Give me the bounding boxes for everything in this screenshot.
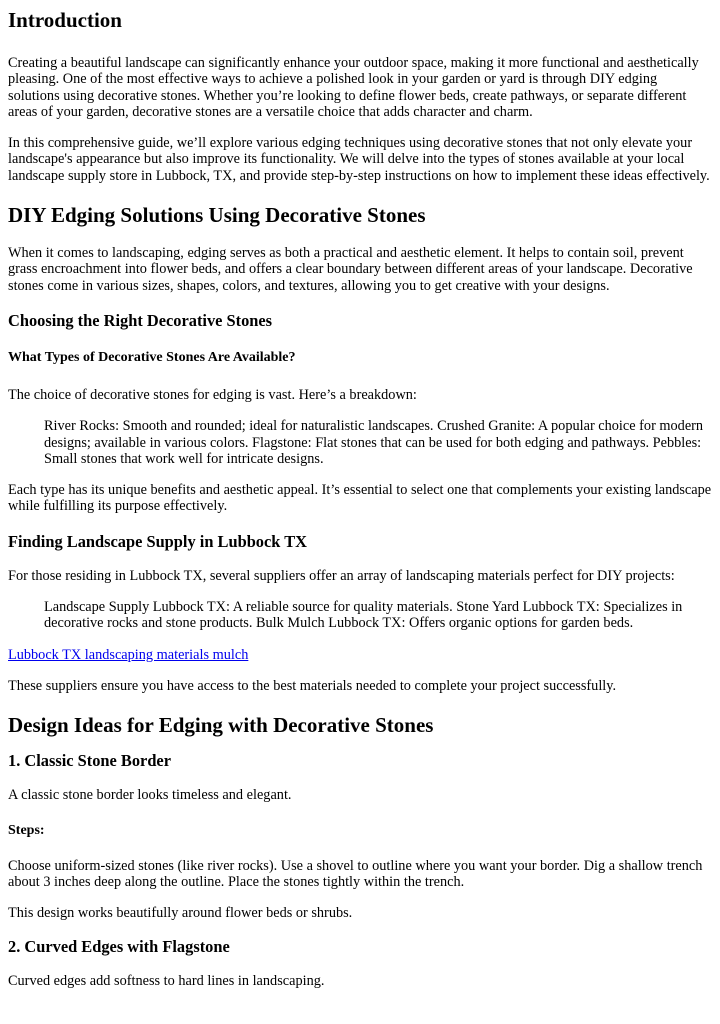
steps-paragraph-2: This design works beautifully around flower beds or shrubs. (8, 905, 353, 922)
curved-heading: 2. Curved Edges with Flagstone (8, 937, 230, 957)
design-heading: Design Ideas for Edging with Decorative Stones (8, 713, 434, 738)
finding-paragraph: For those residing in Lubbock TX, several suppliers offer an array of landscaping materials perfect for DIY projects: (8, 567, 675, 584)
article (0, 7, 720, 990)
steps-heading: Steps: (8, 822, 45, 838)
intro-paragraph-1: Creating a beautiful landscape can significantly enhance your outdoor space, making it more functional and aesthetically pleasing. One of the most effective ways to achieve a polished look in your garden or yard is through DIY edging solutions using decorative stones. Whether you’re looking to define flower beds, create pathways, or separate different areas of your garden, decorative stones are a versatile choice that adds character and charm. (8, 55, 699, 120)
types-list: River Rocks: Smooth and rounded; ideal for naturalistic landscapes. Crushed Granite: A popular choice for modern designs; available in various colors. Flagstone: Flat stones that can be used for both edging and pathways. Pebbles: Small stones that work well for intricate designs. (44, 418, 704, 467)
diy-heading: DIY Edging Solutions Using Decorative Stones (8, 203, 426, 228)
finding-heading: Finding Landscape Supply in Lubbock TX (8, 531, 307, 551)
types-paragraph: The choice of decorative stones for edging is vast. Here’s a breakdown: (8, 386, 417, 403)
types-heading: What Types of Decorative Stones Are Available? (8, 349, 296, 365)
diy-paragraph: When it comes to landscaping, edging serves as both a practical and aesthetic element. It helps to contain soil, prevent grass encroachment into flower beds, and offers a clear boundary between different areas of your landscape. Decorative stones come in various sizes, shapes, colors, and textures, allowing you to get creative with your designs. (8, 245, 693, 294)
landscaping-mulch-link[interactable]: Lubbock TX landscaping materials mulch (8, 646, 249, 663)
intro-paragraph-2: In this comprehensive guide, we’ll explore various edging techniques using decorative stones that not only elevate your landscape's appearance but also improve its functionality. We will delve into the types of stones available at your local landscape supply store in Lubbock, TX, and provide step-by-step instructions on how to implement these ideas effectively. (8, 135, 710, 184)
curved-paragraph: Curved edges add softness to hard lines in landscaping. (8, 973, 325, 990)
choosing-heading: Choosing the Right Decorative Stones (8, 310, 273, 330)
intro-heading: Introduction (8, 8, 122, 32)
classic-paragraph: A classic stone border looks timeless and elegant. (8, 787, 292, 804)
finding-link-paragraph (8, 647, 712, 663)
finding-paragraph-2: These suppliers ensure you have access to the best materials needed to complete your project successfully. (8, 677, 617, 694)
steps-paragraph: Choose uniform-sized stones (like river rocks). Use a shovel to outline where you want your border. Dig a shallow trench about 3 inches deep along the outline. Place the stones tightly within the trench. (8, 857, 703, 890)
types-paragraph-2: Each type has its unique benefits and aesthetic appeal. It’s essential to select one that complements your existing landscape while fulfilling its purpose effectively. (8, 482, 712, 515)
classic-heading: 1. Classic Stone Border (8, 751, 171, 771)
finding-list: Landscape Supply Lubbock TX: A reliable source for quality materials. Stone Yard Lubbock TX: Specializes in decorative rocks and stone products. Bulk Mulch Lubbock TX: Offers organic options for garden beds. (44, 599, 683, 632)
